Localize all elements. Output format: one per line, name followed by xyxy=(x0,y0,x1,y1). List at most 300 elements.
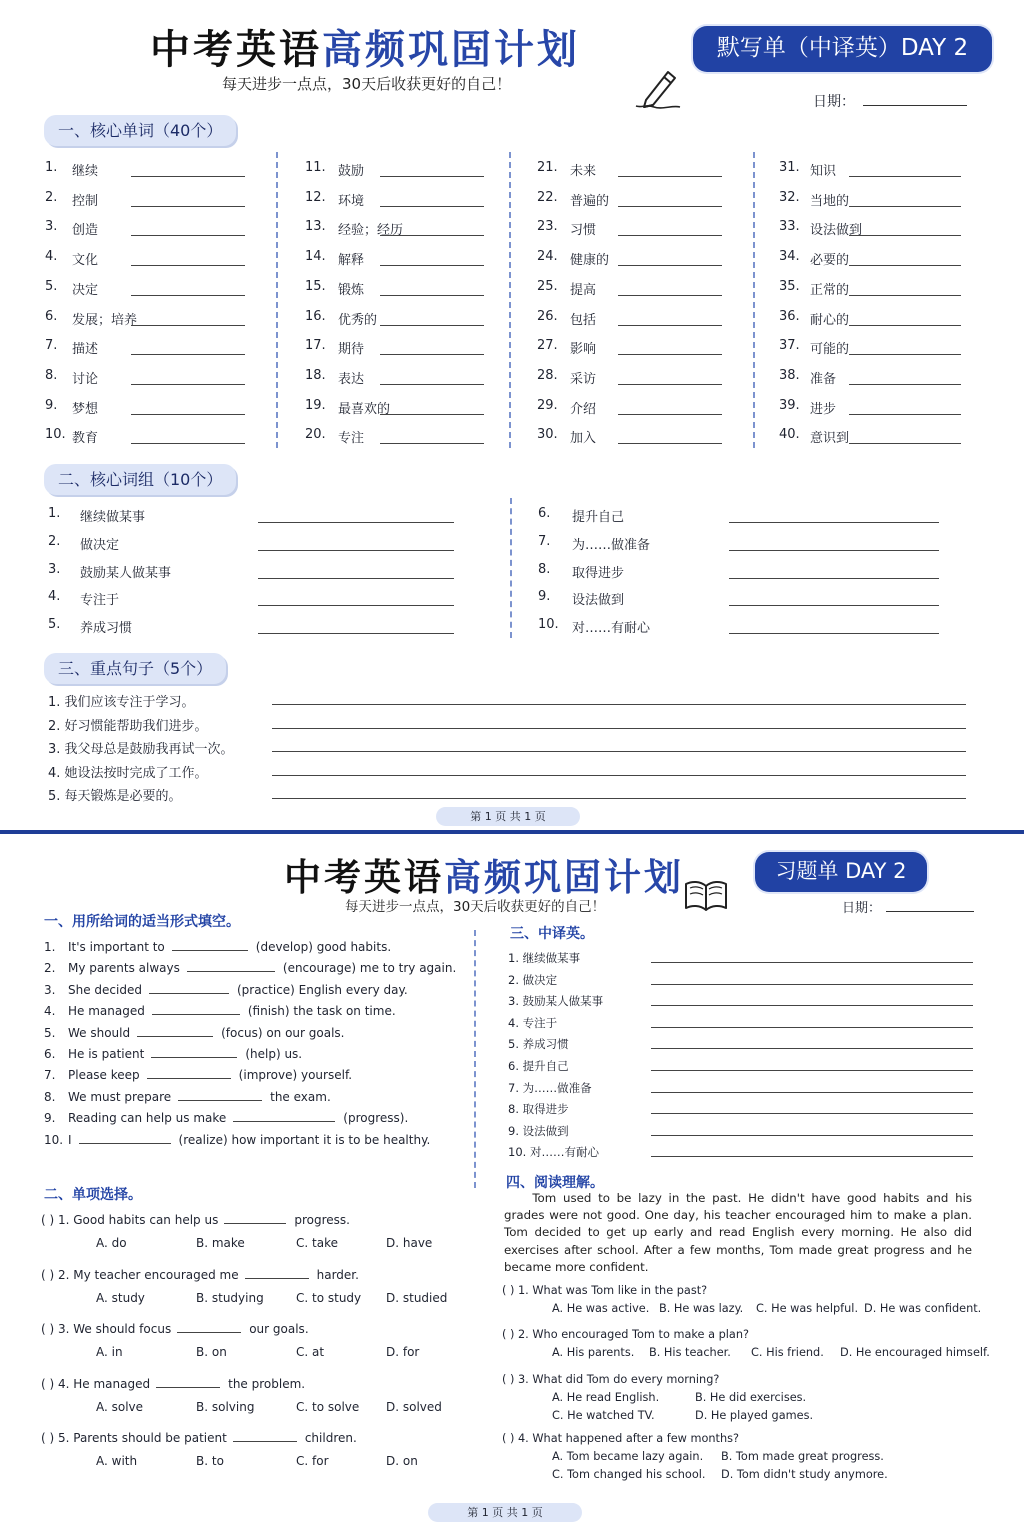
mc-option[interactable]: A. solve xyxy=(96,1399,144,1414)
word-answer-blank[interactable] xyxy=(131,354,245,355)
reading-option[interactable]: A. His parents. xyxy=(552,1346,635,1359)
mc-option[interactable]: A. in xyxy=(96,1345,123,1360)
reading-option[interactable]: B. Tom made great progress. xyxy=(721,1450,884,1463)
fill-sentence-start: We should xyxy=(68,1025,131,1040)
fill-sentence-start: He is patient xyxy=(68,1047,145,1061)
word-item xyxy=(779,338,1009,358)
word-item xyxy=(537,219,767,239)
word-answer-blank[interactable] xyxy=(380,295,484,296)
reading-option[interactable]: D. He played games. xyxy=(695,1409,814,1422)
word-chinese: 提高 xyxy=(570,282,597,298)
word-item xyxy=(537,309,767,329)
word-number: 29. xyxy=(537,397,558,413)
phrase-answer-blank[interactable] xyxy=(729,522,939,523)
mc-answer-blank[interactable] xyxy=(156,1376,220,1388)
sentence-answer-line[interactable] xyxy=(272,704,966,705)
mc-question-tail: our goals. xyxy=(249,1322,309,1337)
mc-option[interactable]: D. have xyxy=(386,1236,433,1250)
mc-option[interactable]: A. with xyxy=(96,1454,138,1469)
sheet1-subtitle: 每天进步一点点，30天后收获更好的自己！ xyxy=(222,75,512,93)
word-item xyxy=(779,368,1009,388)
word-item xyxy=(305,309,535,329)
word-answer-blank[interactable] xyxy=(618,206,722,207)
phrase-chinese: 提升自己 xyxy=(572,510,625,525)
reading-option[interactable]: D. Tom didn't study anymore. xyxy=(721,1468,888,1481)
title-dark-part: 中考英语 xyxy=(150,27,322,73)
phrase-number: 10. xyxy=(538,617,559,633)
sentence-item: 1. 我们应该专注于学习。 xyxy=(48,695,195,710)
fill-answer-blank[interactable] xyxy=(137,1025,213,1037)
mc-question xyxy=(41,1267,359,1282)
word-number: 31. xyxy=(779,160,800,175)
fill-sentence-end: (focus) on our goals. xyxy=(221,1025,345,1040)
word-item xyxy=(305,368,535,388)
translation-item: 10. 对……有耐心 xyxy=(508,1145,599,1160)
fill-sentence-start: He managed xyxy=(68,1004,145,1019)
word-item xyxy=(305,338,535,358)
word-chinese: 可能的 xyxy=(810,342,850,358)
phrase-chinese: 养成习惯 xyxy=(80,621,133,637)
word-item xyxy=(305,427,535,447)
sentence-answer-line[interactable] xyxy=(272,751,966,752)
word-chinese: 设法做到 xyxy=(810,223,863,239)
word-chinese: 经验；经历 xyxy=(338,223,404,239)
translation-answer-line[interactable] xyxy=(651,1113,973,1114)
word-answer-blank[interactable] xyxy=(618,176,722,177)
date-field[interactable] xyxy=(863,105,967,106)
word-answer-blank[interactable] xyxy=(618,265,722,266)
mc-option[interactable]: C. for xyxy=(296,1454,329,1469)
word-number: 2. xyxy=(45,189,58,205)
word-chinese: 未来 xyxy=(570,164,597,179)
fill-sentence-end: (develop) good habits. xyxy=(255,940,392,954)
word-item xyxy=(537,249,767,269)
section-key-sentences: 三、重点句子（5个） xyxy=(44,653,226,684)
phrase-answer-blank[interactable] xyxy=(729,578,939,579)
word-item xyxy=(779,427,1009,447)
word-item xyxy=(45,219,275,239)
sheet2-title xyxy=(284,847,684,901)
mc-option[interactable]: C. take xyxy=(296,1236,338,1250)
word-item xyxy=(45,190,275,210)
word-chinese: 包括 xyxy=(570,312,597,328)
reading-question: ( ) 2. Who encouraged Tom to make a plan? xyxy=(502,1328,749,1341)
word-chinese: 正常的 xyxy=(810,282,850,298)
sentence-item: 3. 我父母总是鼓励我再试一次。 xyxy=(48,742,234,758)
translation-item: 3. 鼓励某人做某事 xyxy=(508,994,604,1009)
fill-sentence-end: (progress). xyxy=(343,1111,409,1126)
word-answer-blank[interactable] xyxy=(131,235,245,236)
reading-option[interactable]: A. He was active. xyxy=(552,1302,650,1315)
fill-sentence-start: Please keep xyxy=(68,1068,140,1083)
mc-option[interactable]: B. solving xyxy=(196,1399,255,1414)
word-item xyxy=(45,368,275,388)
word-answer-blank[interactable] xyxy=(380,325,484,326)
word-chinese: 当地的 xyxy=(810,193,850,209)
word-item xyxy=(45,427,275,447)
word-answer-blank[interactable] xyxy=(849,325,961,326)
phrase-chinese: 专注于 xyxy=(80,593,120,609)
word-item xyxy=(305,190,535,210)
word-number: 16. xyxy=(305,308,326,324)
reading-question: ( ) 1. What was Tom like in the past? xyxy=(502,1284,708,1297)
reading-option[interactable]: C. Tom changed his school. xyxy=(552,1468,706,1481)
phrase-chinese: 为……做准备 xyxy=(572,537,651,553)
date-field[interactable] xyxy=(886,911,974,912)
phrase-answer-blank[interactable] xyxy=(729,633,939,634)
fill-sentence-end: (practice) English every day. xyxy=(236,982,408,997)
word-chinese: 优秀的 xyxy=(338,312,378,328)
sentence-answer-line[interactable] xyxy=(272,798,966,799)
word-answer-blank[interactable] xyxy=(849,295,961,296)
phrase-item xyxy=(48,562,468,582)
open-book-icon xyxy=(682,878,730,914)
fill-number: 8. xyxy=(44,1089,56,1104)
mc-option[interactable]: B. studying xyxy=(196,1290,264,1305)
word-answer-blank[interactable] xyxy=(618,384,722,385)
word-answer-blank[interactable] xyxy=(131,295,245,296)
translation-answer-line[interactable] xyxy=(651,1005,973,1006)
mc-option[interactable]: B. on xyxy=(196,1345,227,1360)
word-chinese: 影响 xyxy=(570,342,597,358)
word-answer-blank[interactable] xyxy=(849,176,961,177)
column-divider xyxy=(276,152,278,448)
reading-option[interactable]: C. He was helpful. xyxy=(756,1302,859,1315)
word-number: 28. xyxy=(537,367,558,383)
mc-option[interactable]: D. on xyxy=(386,1454,418,1469)
mc-question-tail: the problem. xyxy=(228,1376,306,1391)
word-number: 9. xyxy=(45,397,58,413)
word-number: 13. xyxy=(305,219,326,235)
word-number: 1. xyxy=(45,160,58,175)
translation-answer-line[interactable] xyxy=(651,984,973,985)
mc-option[interactable]: B. to xyxy=(196,1454,224,1469)
word-answer-blank[interactable] xyxy=(131,176,245,177)
mc-option[interactable]: C. to solve xyxy=(296,1399,360,1414)
mc-question-stem: ( ) 5. Parents should be patient xyxy=(41,1431,227,1446)
word-item xyxy=(305,160,535,180)
word-answer-blank[interactable] xyxy=(849,206,961,207)
date-label: 日期： xyxy=(813,94,855,110)
word-number: 38. xyxy=(779,367,800,383)
fill-sentence-start: My parents always xyxy=(68,961,180,976)
pencil-icon xyxy=(632,64,684,110)
translation-item: 1. 继续做某事 xyxy=(508,951,581,965)
word-number: 15. xyxy=(305,278,326,294)
word-item xyxy=(537,160,767,180)
reading-option[interactable]: A. He read English. xyxy=(552,1391,660,1404)
word-answer-blank[interactable] xyxy=(131,265,245,266)
word-item xyxy=(537,368,767,388)
word-answer-blank[interactable] xyxy=(618,235,722,236)
word-item xyxy=(537,338,767,358)
word-chinese: 教育 xyxy=(72,431,99,447)
word-number: 27. xyxy=(537,338,558,354)
word-number: 11. xyxy=(305,160,326,175)
translation-answer-line[interactable] xyxy=(651,962,973,963)
reading-passage: Tom used to be lazy in the past. He didn't have good habits and his grades were not good. One day, his teacher encouraged him to make a plan. Tom decided to get up early and read English every morning. He also did exercises after school. After a few months, Tom made great progress and he became more confident. xyxy=(504,1191,972,1274)
mc-option[interactable]: C. to study xyxy=(296,1290,362,1305)
fill-number: 3. xyxy=(44,982,56,997)
fill-sentence-end: (help) us. xyxy=(245,1047,303,1061)
mc-answer-blank[interactable] xyxy=(224,1212,286,1224)
fill-answer-blank[interactable] xyxy=(149,982,229,994)
word-number: 12. xyxy=(305,189,326,205)
section-core-words: 一、核心单词（40个） xyxy=(44,115,236,146)
phrase-number: 1. xyxy=(48,506,61,521)
word-answer-blank[interactable] xyxy=(849,443,961,444)
mc-option[interactable]: B. make xyxy=(196,1236,245,1250)
phrase-answer-blank[interactable] xyxy=(258,633,454,634)
fill-sentence-end: (finish) the task on time. xyxy=(247,1004,396,1019)
title-blue-part: 高频巩固计划 xyxy=(322,27,580,73)
fill-item xyxy=(44,1003,396,1021)
reading-option[interactable]: C. His friend. xyxy=(751,1346,824,1359)
fill-answer-blank[interactable] xyxy=(147,1067,231,1079)
phrase-answer-blank[interactable] xyxy=(729,605,939,606)
phrase-item xyxy=(538,506,958,526)
sheet1-badge: 默写单（中译英）DAY 2 xyxy=(693,26,992,72)
fill-item xyxy=(44,1046,302,1064)
word-answer-blank[interactable] xyxy=(849,384,961,385)
word-item xyxy=(779,279,1009,299)
word-number: 25. xyxy=(537,278,558,294)
phrase-answer-blank[interactable] xyxy=(258,605,454,606)
word-answer-blank[interactable] xyxy=(131,325,245,326)
translation-item: 4. 专注于 xyxy=(508,1015,558,1030)
word-answer-blank[interactable] xyxy=(849,265,961,266)
phrase-answer-blank[interactable] xyxy=(729,550,939,551)
section-translation: 三、中译英。 xyxy=(510,926,594,942)
phrase-item xyxy=(538,617,958,637)
word-answer-blank[interactable] xyxy=(131,206,245,207)
word-answer-blank[interactable] xyxy=(380,384,484,385)
reading-option[interactable]: D. He encouraged himself. xyxy=(840,1346,990,1359)
fill-answer-blank[interactable] xyxy=(151,1046,237,1058)
word-item xyxy=(779,160,1009,180)
word-chinese: 文化 xyxy=(72,253,99,269)
mc-option[interactable]: A. do xyxy=(96,1236,127,1250)
column-divider xyxy=(753,152,755,448)
word-answer-blank[interactable] xyxy=(380,414,484,415)
word-chinese: 最喜欢的 xyxy=(338,401,391,417)
fill-answer-blank[interactable] xyxy=(172,939,248,951)
translation-answer-line[interactable] xyxy=(651,1092,973,1093)
mc-answer-blank[interactable] xyxy=(245,1267,309,1279)
word-answer-blank[interactable] xyxy=(849,354,961,355)
fill-number: 4. xyxy=(44,1004,56,1019)
column-divider xyxy=(474,930,476,1188)
fill-answer-blank[interactable] xyxy=(178,1089,262,1101)
word-number: 20. xyxy=(305,427,326,443)
fill-answer-blank[interactable] xyxy=(233,1110,335,1122)
word-answer-blank[interactable] xyxy=(618,443,722,444)
phrase-item xyxy=(48,589,468,609)
sheet2-subtitle: 每天进步一点点，30天后收获更好的自己！ xyxy=(345,899,606,915)
word-chinese: 决定 xyxy=(72,282,99,298)
translation-item: 5. 养成习惯 xyxy=(508,1037,569,1052)
phrase-number: 8. xyxy=(538,561,551,577)
word-answer-blank[interactable] xyxy=(618,354,722,355)
word-item xyxy=(45,398,275,418)
fill-number: 10. xyxy=(44,1132,64,1147)
word-item xyxy=(537,427,767,447)
word-item xyxy=(45,279,275,299)
sentence-item: 4. 她设法按时完成了工作。 xyxy=(48,765,208,781)
fill-number: 6. xyxy=(44,1047,56,1061)
word-number: 33. xyxy=(779,219,800,235)
word-chinese: 必要的 xyxy=(810,253,850,269)
word-answer-blank[interactable] xyxy=(380,443,484,444)
word-answer-blank[interactable] xyxy=(380,176,484,177)
fill-answer-blank[interactable] xyxy=(79,1132,171,1144)
word-item xyxy=(779,190,1009,210)
translation-answer-line[interactable] xyxy=(651,1156,973,1157)
word-answer-blank[interactable] xyxy=(131,414,245,415)
phrase-chinese: 对……有耐心 xyxy=(572,621,651,637)
mc-option[interactable]: D. for xyxy=(386,1345,420,1360)
translation-answer-line[interactable] xyxy=(651,1070,973,1071)
fill-answer-blank[interactable] xyxy=(187,960,275,972)
word-answer-blank[interactable] xyxy=(618,295,722,296)
translation-answer-line[interactable] xyxy=(651,1027,973,1028)
mc-question-stem: ( ) 4. He managed xyxy=(41,1376,151,1391)
phrase-number: 4. xyxy=(48,589,61,605)
mc-option[interactable]: D. solved xyxy=(386,1399,442,1414)
word-number: 37. xyxy=(779,338,800,354)
word-number: 24. xyxy=(537,249,558,265)
reading-option[interactable]: B. His teacher. xyxy=(649,1346,731,1359)
mc-question-tail: harder. xyxy=(316,1267,359,1282)
phrase-number: 3. xyxy=(48,561,61,577)
word-number: 34. xyxy=(779,249,800,265)
word-answer-blank[interactable] xyxy=(849,414,961,415)
fill-number: 5. xyxy=(44,1025,56,1040)
word-number: 19. xyxy=(305,397,326,413)
phrase-answer-blank[interactable] xyxy=(258,578,454,579)
fill-sentence-start: I xyxy=(68,1132,72,1147)
translation-answer-line[interactable] xyxy=(651,1048,973,1049)
mc-option[interactable]: C. at xyxy=(296,1345,325,1360)
word-chinese: 控制 xyxy=(72,193,99,209)
word-chinese: 讨论 xyxy=(72,371,99,387)
page-footer: 第 1 页 共 1 页 xyxy=(428,1503,582,1522)
word-number: 17. xyxy=(305,338,326,354)
phrase-number: 6. xyxy=(538,506,551,521)
word-item xyxy=(537,398,767,418)
word-number: 4. xyxy=(45,249,58,265)
column-divider xyxy=(510,498,512,638)
reading-option[interactable]: B. He did exercises. xyxy=(695,1391,807,1404)
word-item xyxy=(45,249,275,269)
word-answer-blank[interactable] xyxy=(380,265,484,266)
reading-option[interactable]: B. He was lazy. xyxy=(659,1302,744,1315)
phrase-chinese: 设法做到 xyxy=(572,593,625,609)
fill-item xyxy=(44,1132,430,1150)
word-number: 14. xyxy=(305,249,326,265)
word-chinese: 进步 xyxy=(810,401,837,417)
mc-option[interactable]: D. studied xyxy=(386,1290,448,1305)
word-answer-blank[interactable] xyxy=(849,235,961,236)
date-label: 日期： xyxy=(842,901,882,916)
phrase-answer-blank[interactable] xyxy=(258,522,454,523)
word-answer-blank[interactable] xyxy=(618,414,722,415)
phrase-item xyxy=(48,617,468,637)
word-answer-blank[interactable] xyxy=(131,384,245,385)
word-number: 39. xyxy=(779,397,800,413)
word-chinese: 加入 xyxy=(570,431,597,447)
phrase-number: 9. xyxy=(538,589,551,605)
fill-answer-blank[interactable] xyxy=(152,1003,240,1015)
fill-sentence-start: Reading can help us make xyxy=(68,1111,227,1126)
word-number: 32. xyxy=(779,189,800,205)
reading-option[interactable]: C. He watched TV. xyxy=(552,1409,655,1422)
word-answer-blank[interactable] xyxy=(618,325,722,326)
phrase-item xyxy=(48,506,468,526)
translation-answer-line[interactable] xyxy=(651,1135,973,1136)
title-dark-part: 中考英语 xyxy=(284,856,444,899)
fill-number: 1. xyxy=(44,940,56,954)
fill-item xyxy=(44,960,456,978)
word-chinese: 继续 xyxy=(72,164,99,179)
mc-option[interactable]: A. study xyxy=(96,1290,145,1305)
word-item xyxy=(45,309,275,329)
word-number: 36. xyxy=(779,308,800,324)
sentence-answer-line[interactable] xyxy=(272,728,966,729)
phrase-answer-blank[interactable] xyxy=(258,550,454,551)
fill-sentence-end: (realize) how important it is to be healthy. xyxy=(178,1132,431,1147)
reading-option[interactable]: D. He was confident. xyxy=(864,1302,982,1315)
word-number: 23. xyxy=(537,219,558,235)
word-item xyxy=(537,279,767,299)
phrase-chinese: 继续做某事 xyxy=(80,510,146,525)
mc-answer-blank[interactable] xyxy=(177,1321,241,1333)
reading-option[interactable]: A. Tom became lazy again. xyxy=(552,1450,704,1463)
sheet2-badge: 习题单 DAY 2 xyxy=(755,852,927,892)
title-blue-part: 高频巩固计划 xyxy=(444,856,684,899)
word-answer-blank[interactable] xyxy=(380,354,484,355)
word-answer-blank[interactable] xyxy=(380,235,484,236)
word-chinese: 意识到 xyxy=(810,431,850,447)
fill-item xyxy=(44,1089,331,1107)
mc-question xyxy=(41,1321,309,1336)
word-chinese: 表达 xyxy=(338,371,365,387)
fill-number: 7. xyxy=(44,1068,56,1083)
mc-question-tail: progress. xyxy=(294,1213,350,1227)
word-number: 35. xyxy=(779,278,800,294)
sentence-answer-line[interactable] xyxy=(272,775,966,776)
fill-sentence-start: It's important to xyxy=(68,940,165,954)
mc-question-stem: ( ) 1. Good habits can help us xyxy=(41,1213,219,1227)
word-answer-blank[interactable] xyxy=(380,206,484,207)
fill-item xyxy=(44,1110,408,1128)
section-fill-blank: 一、用所给词的适当形式填空。 xyxy=(44,914,240,930)
word-answer-blank[interactable] xyxy=(131,443,245,444)
fill-sentence-start: She decided xyxy=(68,982,142,997)
word-chinese: 知识 xyxy=(810,164,837,179)
word-item xyxy=(537,190,767,210)
word-number: 40. xyxy=(779,427,800,443)
mc-answer-blank[interactable] xyxy=(233,1430,297,1442)
word-chinese: 普遍的 xyxy=(570,193,610,209)
word-chinese: 习惯 xyxy=(570,223,597,239)
translation-item: 2. 做决定 xyxy=(508,972,558,987)
word-number: 6. xyxy=(45,308,58,324)
word-item xyxy=(305,249,535,269)
phrase-number: 2. xyxy=(48,533,61,549)
fill-number: 2. xyxy=(44,961,56,976)
word-chinese: 鼓励 xyxy=(338,164,365,179)
